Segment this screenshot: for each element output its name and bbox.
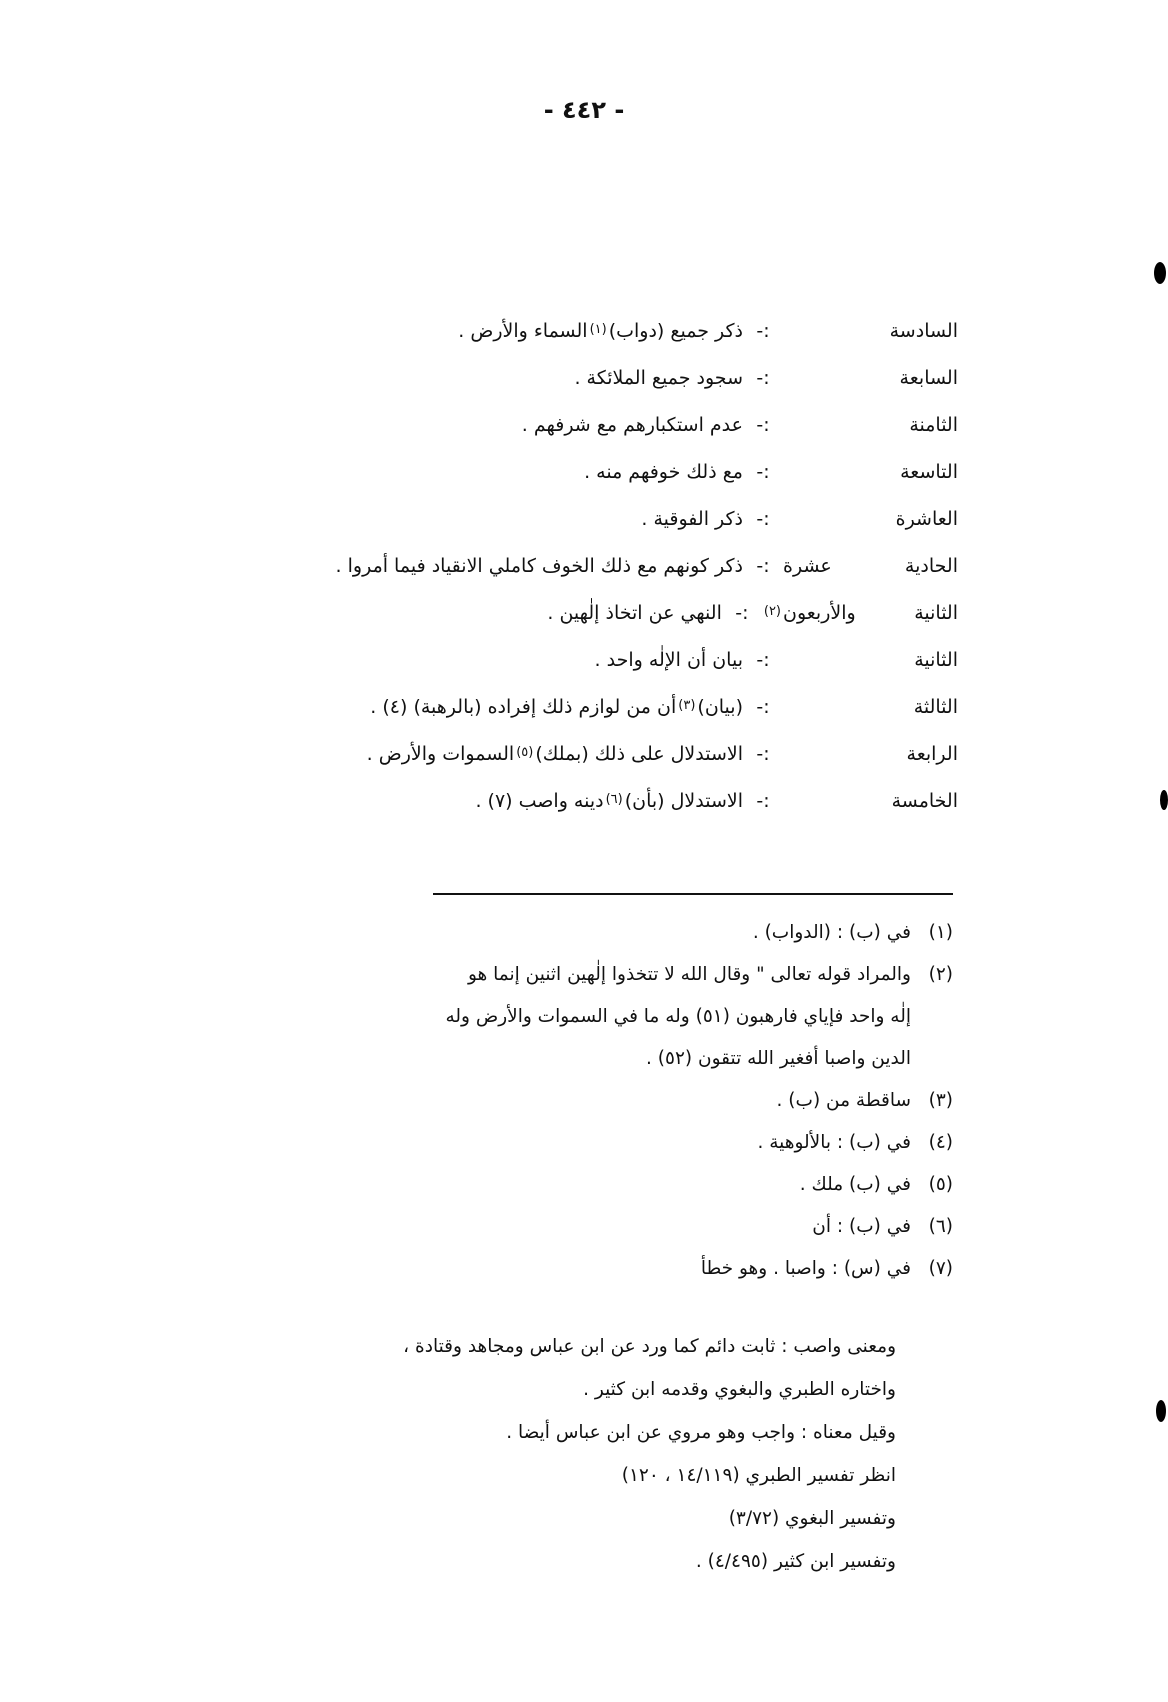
- item-label: الثالثة: [913, 696, 958, 718]
- item-separator: :-: [756, 367, 770, 389]
- footnote-ref: (٥): [516, 745, 534, 760]
- footnote-number: (٣): [928, 1090, 953, 1111]
- item-text: بيان أن الإلٰه واحد .: [594, 649, 743, 671]
- item-separator: :-: [756, 790, 770, 812]
- main-item: [138, 649, 958, 696]
- reference-line: وقيل معناه : واجب وهو مروي عن ابن عباس أيضا .: [506, 1422, 896, 1443]
- item-text: عدم استكبارهم مع شرفهم .: [521, 414, 743, 436]
- footnote-ref: (٢): [763, 604, 781, 619]
- footnote: [83, 1132, 953, 1174]
- scan-mark: [1160, 790, 1168, 810]
- item-text: ذكر كونهم مع ذلك الخوف كاملي الانقياد فيما أمروا .: [335, 555, 743, 577]
- item-text: ذكر جميع (دواب): [608, 320, 743, 342]
- reference-line: وتفسير ابن كثير (٤/٤٩٥) .: [695, 1551, 896, 1572]
- item-label: الخامسة: [891, 790, 958, 812]
- footnote-number: (١): [928, 922, 953, 943]
- item-text-continued: أن من لوازم ذلك إفراده (بالرهبة) (٤) .: [370, 696, 677, 718]
- main-list: [138, 320, 958, 837]
- item-separator: :-: [756, 696, 770, 718]
- item-text-continued: السماء والأرض .: [458, 320, 588, 342]
- item-label: الثانية والأربعون: [783, 602, 958, 624]
- item-text: الاستدلال (بأن): [624, 790, 743, 812]
- item-label: التاسعة: [900, 461, 958, 483]
- item-text: الاستدلال على ذلك (بملك): [535, 743, 743, 765]
- main-item: [138, 461, 958, 508]
- main-item: [138, 602, 958, 649]
- footnote: [83, 1216, 953, 1258]
- footnote-number: (٥): [928, 1174, 953, 1195]
- scan-mark: [1154, 262, 1166, 284]
- reference-line: ومعنى واصب : ثابت دائم كما ورد عن ابن عباس ومجاهد وقتادة ،: [403, 1336, 896, 1357]
- footnote: [83, 1090, 953, 1132]
- footnote-text: في (ب) ملك .: [799, 1174, 911, 1195]
- footnote-text: في (ب) : بالألوهية .: [757, 1132, 911, 1153]
- main-item: [138, 414, 958, 461]
- item-text: سجود جميع الملائكة .: [574, 367, 743, 389]
- footnote-divider: [433, 893, 953, 895]
- item-separator: :-: [756, 320, 770, 342]
- item-label: الثانية: [914, 649, 958, 671]
- footnote: [83, 922, 953, 964]
- item-separator: :-: [756, 743, 770, 765]
- footnote-text: والمراد قوله تعالى " وقال الله لا تتخذوا إلٰهين اثنين إنما هو: [467, 964, 911, 985]
- item-text-continued: دينه واصب (٧) .: [475, 790, 604, 812]
- main-item: [138, 696, 958, 743]
- footnote-number: (٢): [928, 964, 953, 985]
- item-separator: :-: [756, 414, 770, 436]
- item-text-continued: السموات والأرض .: [366, 743, 515, 765]
- item-separator: :-: [756, 461, 770, 483]
- item-label: الرابعة: [906, 743, 958, 765]
- reference-line: واختاره الطبري والبغوي وقدمه ابن كثير .: [583, 1379, 896, 1400]
- main-item: [138, 790, 958, 837]
- main-item: [138, 555, 958, 602]
- footnote-text: ساقطة من (ب) .: [776, 1090, 911, 1111]
- scan-mark: [1156, 1400, 1166, 1422]
- main-item: [138, 508, 958, 555]
- item-label: السابعة: [899, 367, 958, 389]
- item-separator: :-: [756, 649, 770, 671]
- page-number: - ٤٤٢ -: [543, 96, 625, 124]
- item-label: الثامنة: [909, 414, 958, 436]
- item-separator: :-: [735, 602, 749, 624]
- footnote-text: في (ب) : (الدواب) .: [752, 922, 911, 943]
- footnote-number: (٤): [928, 1132, 953, 1153]
- footnote-continuation: الدين واصبا أفغير الله تتقون (٥٢) .: [646, 1048, 911, 1069]
- footnote: [83, 1258, 953, 1300]
- reference-notes: [96, 1336, 896, 1594]
- footnote-number: (٧): [928, 1258, 953, 1279]
- reference-line: وتفسير البغوي (٣/٧٢): [728, 1508, 896, 1529]
- footnote-number: (٦): [928, 1216, 953, 1237]
- item-label: السادسة: [889, 320, 958, 342]
- main-item: [138, 320, 958, 367]
- item-text: مع ذلك خوفهم منه .: [584, 461, 743, 483]
- footnote-ref: (٦): [605, 792, 623, 807]
- footnote: [83, 1174, 953, 1216]
- item-label: الحادية عشرة: [783, 555, 958, 577]
- item-text: (بيان): [697, 696, 743, 718]
- footnote-continuation: إلٰه واحد فإياي فارهبون (٥١) وله ما في السموات والأرض وله: [445, 1006, 911, 1027]
- main-item: [138, 743, 958, 790]
- item-text: ذكر الفوقية .: [641, 508, 743, 530]
- reference-line: انظر تفسير الطبري (١٤/١١٩ ، ١٢٠): [621, 1465, 896, 1486]
- item-separator: :-: [756, 508, 770, 530]
- footnote: [83, 964, 953, 1006]
- footnote-ref: (٣): [678, 698, 696, 713]
- item-separator: :-: [756, 555, 770, 577]
- footnote-text: في (س) : واصبا . وهو خطأ: [700, 1258, 911, 1279]
- main-item: [138, 367, 958, 414]
- item-text: النهي عن اتخاذ إلٰهين .: [547, 602, 722, 624]
- footnotes: [83, 922, 953, 1300]
- footnote-ref: (١): [589, 322, 607, 337]
- item-label: العاشرة: [895, 508, 958, 530]
- footnote-text: في (ب) : أن: [812, 1216, 911, 1237]
